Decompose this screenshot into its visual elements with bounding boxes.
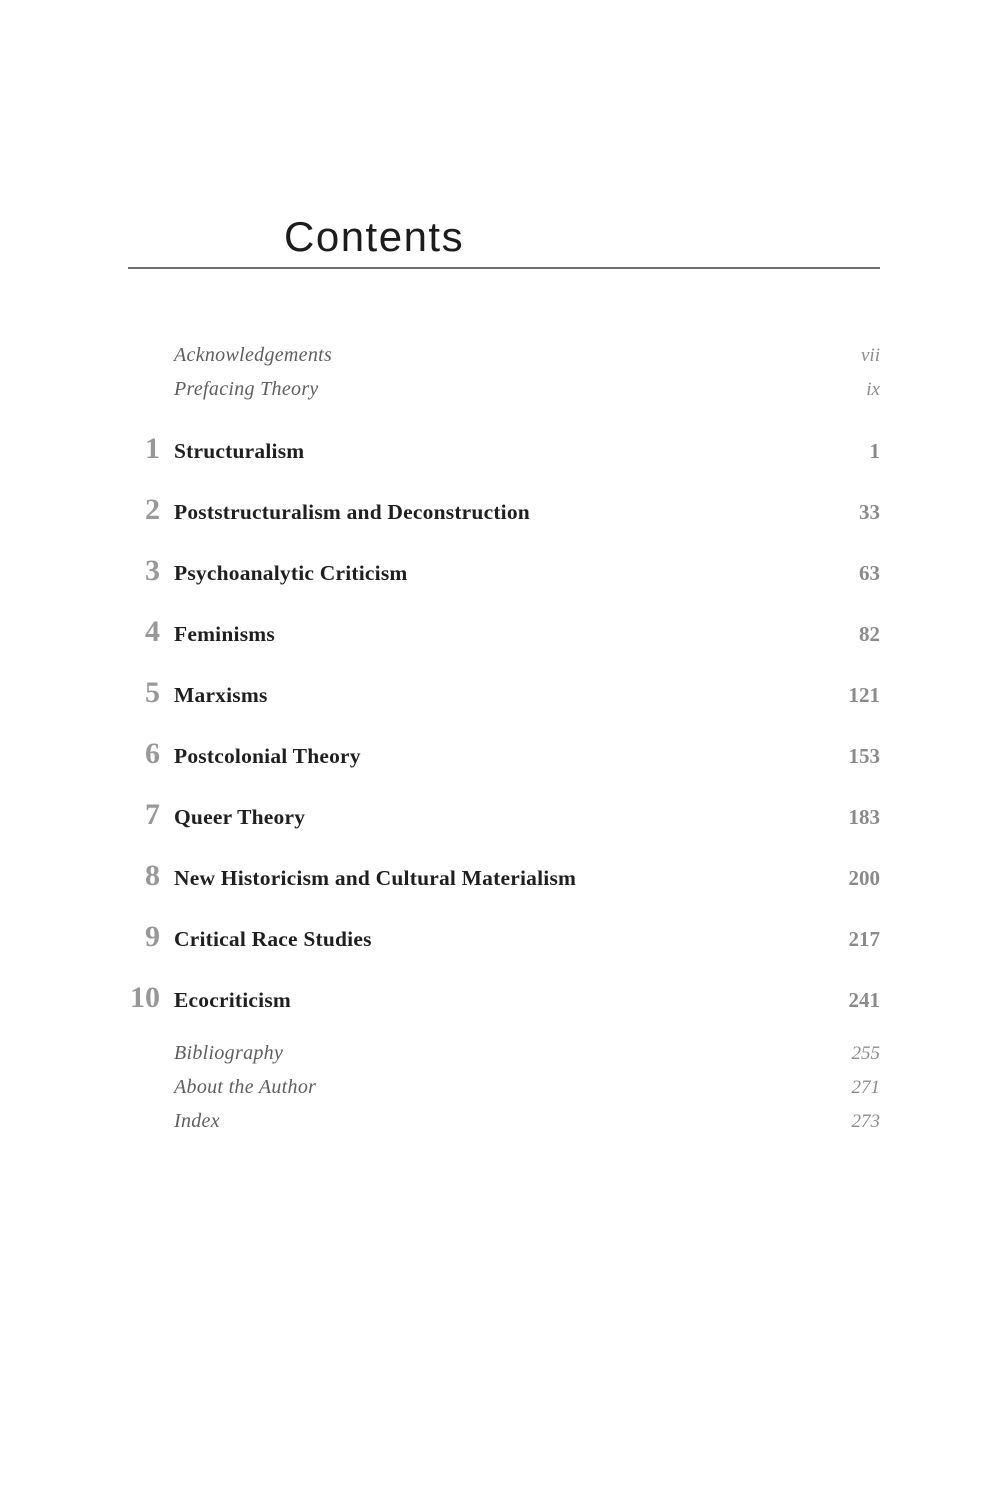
chapter-number: 2 [145,493,160,526]
toc-matter-row [128,338,880,372]
chapter-number: 5 [145,676,160,709]
toc-entry-page-number: 255 [851,1043,880,1064]
toc-chapter-row [128,479,880,540]
chapter-title: Psychoanalytic Criticism [174,561,408,585]
toc-chapter-row [128,906,880,967]
chapter-title: Ecocriticism [174,988,292,1012]
chapter-title: New Historicism and Cultural Materialism [174,866,577,890]
chapter-number: 3 [145,554,160,587]
chapter-number: 6 [145,737,160,770]
toc-entry-label: Bibliography [174,1042,284,1064]
toc-entry-label: Prefacing Theory [174,378,319,400]
chapter-page-number: 153 [848,744,880,768]
toc-entry-label: Acknowledgements [174,344,333,366]
toc-matter-row [128,1104,880,1138]
chapter-title: Poststructuralism and Deconstruction [174,500,530,524]
chapter-number: 10 [130,981,160,1014]
table-of-contents [128,338,880,1138]
chapter-title: Feminisms [174,622,275,646]
page-title: Contents [284,213,465,260]
chapter-title: Queer Theory [174,805,306,829]
toc-entry-page-number: ix [866,379,880,400]
toc-chapter-row [128,967,880,1028]
chapter-page-number: 82 [859,622,880,646]
chapter-title: Marxisms [174,683,268,707]
toc-entry-label: About the Author [174,1076,317,1098]
toc-entry-page-number: 273 [851,1111,880,1132]
chapter-list [128,418,880,1028]
chapter-page-number: 121 [848,683,880,707]
toc-chapter-row [128,845,880,906]
toc-matter-row [128,1070,880,1104]
chapter-page-number: 217 [848,927,880,951]
chapter-title: Structuralism [174,439,305,463]
chapter-page-number: 1 [869,439,880,463]
chapter-page-number: 33 [859,500,880,524]
chapter-number: 9 [145,920,160,953]
chapter-title: Postcolonial Theory [174,744,361,768]
back-matter-list [128,1036,880,1138]
toc-entry-label: Index [174,1110,220,1132]
title-divider-line [128,267,880,269]
chapter-number: 4 [145,615,160,648]
chapter-title: Critical Race Studies [174,927,372,951]
toc-entry-page-number: vii [861,345,880,366]
toc-chapter-row [128,662,880,723]
toc-chapter-row [128,723,880,784]
toc-chapter-row [128,601,880,662]
chapter-number: 1 [145,432,160,465]
chapter-page-number: 183 [848,805,880,829]
chapter-page-number: 200 [848,866,880,890]
chapter-number: 8 [145,859,160,892]
toc-matter-row [128,372,880,406]
front-matter-list [128,338,880,406]
chapter-page-number: 241 [848,988,880,1012]
toc-matter-row [128,1036,880,1070]
toc-chapter-row [128,418,880,479]
chapter-number: 7 [145,798,160,831]
chapter-page-number: 63 [859,561,880,585]
toc-chapter-row [128,540,880,601]
toc-chapter-row [128,784,880,845]
toc-entry-page-number: 271 [851,1077,880,1098]
